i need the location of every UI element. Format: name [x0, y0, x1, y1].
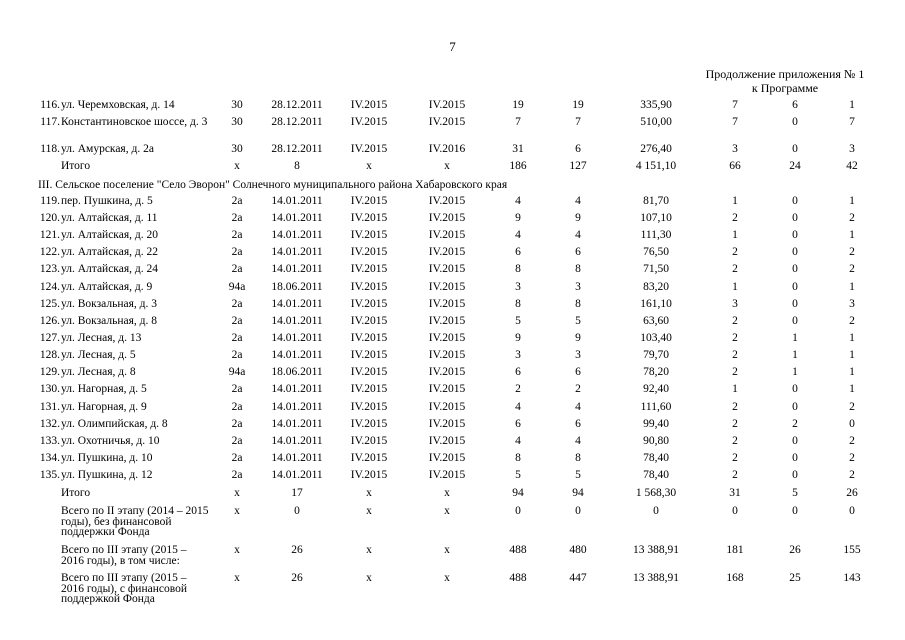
- row-number: 132.: [39, 418, 60, 430]
- table-cell: IV.2015: [428, 246, 466, 258]
- table-cell: 0: [849, 418, 855, 430]
- table-cell: 335,90: [640, 99, 672, 111]
- table-cell: 143: [843, 572, 861, 584]
- table-cell: IV.2015: [428, 263, 466, 275]
- table-cell: 2: [732, 315, 738, 327]
- table-cell: 4: [575, 435, 581, 447]
- table-cell: 31: [512, 143, 524, 155]
- table-cell: 6: [575, 143, 581, 155]
- table-cell: 0: [792, 298, 798, 310]
- table-cell: 3: [575, 281, 581, 293]
- table-cell: 0: [792, 246, 798, 258]
- table-cell: 9: [515, 332, 521, 344]
- table-cell: 94: [572, 487, 584, 499]
- table-cell: IV.2015: [428, 452, 466, 464]
- address-cell: ул. Алтайская, д. 9: [61, 281, 153, 293]
- table-cell: 2: [849, 246, 855, 258]
- table-cell: 0: [792, 263, 798, 275]
- table-cell: 5: [575, 315, 581, 327]
- table-cell: 99,40: [643, 418, 669, 430]
- address-cell: ул. Лесная, д. 8: [61, 366, 136, 378]
- table-cell: 8: [575, 298, 581, 310]
- address-cell: ул. Лесная, д. 5: [61, 349, 136, 361]
- table-cell: 2а: [231, 229, 243, 241]
- address-cell: ул. Вокзальная, д. 3: [61, 298, 157, 310]
- table-cell: 94а: [228, 366, 246, 378]
- table-cell: 107,10: [640, 212, 672, 224]
- table-cell: 28.12.2011: [271, 143, 323, 155]
- table-cell: 14.01.2011: [271, 418, 323, 430]
- table-cell: 25: [789, 572, 801, 584]
- row-number: 127.: [39, 332, 60, 344]
- table-cell: 19: [512, 99, 524, 111]
- table-cell: 7: [732, 116, 738, 128]
- table-cell: 0: [792, 383, 798, 395]
- table-cell: IV.2015: [350, 263, 388, 275]
- table-cell: 2а: [231, 195, 243, 207]
- table-cell: 94: [512, 487, 524, 499]
- table-cell: 2а: [231, 212, 243, 224]
- address-cell: Константиновское шоссе, д. 3: [61, 116, 208, 128]
- table-cell: 5: [515, 469, 521, 481]
- table-cell: 14.01.2011: [271, 349, 323, 361]
- table-cell: 0: [732, 505, 738, 517]
- table-cell: 2: [732, 349, 738, 361]
- address-cell: пер. Пушкина, д. 5: [61, 195, 153, 207]
- table-cell: 181: [726, 544, 744, 556]
- table-cell: 2а: [231, 298, 243, 310]
- table-cell: IV.2016: [428, 143, 466, 155]
- table-cell: IV.2015: [350, 195, 388, 207]
- table-cell: x: [234, 505, 240, 517]
- table-cell: 0: [792, 469, 798, 481]
- table-cell: IV.2015: [428, 298, 466, 310]
- table-cell: 2: [515, 383, 521, 395]
- table-cell: 6: [515, 366, 521, 378]
- table-cell: 14.01.2011: [271, 452, 323, 464]
- table-cell: 0: [294, 505, 300, 517]
- table-cell: 3: [515, 349, 521, 361]
- table-cell: 1: [849, 195, 855, 207]
- table-cell: 0: [792, 505, 798, 517]
- continuation-line-1: Продолжение приложения № 1: [705, 67, 865, 81]
- table-cell: 480: [569, 544, 587, 556]
- table-cell: 3: [849, 143, 855, 155]
- table-cell: 1: [792, 332, 798, 344]
- table-cell: 0: [792, 281, 798, 293]
- table-cell: 19: [572, 99, 584, 111]
- table-cell: IV.2015: [350, 143, 388, 155]
- table-cell: 6: [575, 246, 581, 258]
- table-cell: 0: [653, 505, 659, 517]
- table-cell: 447: [569, 572, 587, 584]
- address-cell: ул. Алтайская, д. 11: [61, 212, 158, 224]
- table-cell: 78,20: [643, 366, 669, 378]
- table-cell: 1: [732, 195, 738, 207]
- table-cell: IV.2015: [428, 366, 466, 378]
- table-cell: 2: [849, 435, 855, 447]
- table-cell: 14.01.2011: [271, 469, 323, 481]
- total-label: Всего по III этапу (2015 – 2016 годы), в том числе:: [61, 544, 187, 567]
- row-number: 135.: [39, 469, 60, 481]
- table-cell: 2: [732, 246, 738, 258]
- table-cell: x: [444, 160, 450, 172]
- row-number: 126.: [39, 315, 60, 327]
- row-number: 134.: [39, 452, 60, 464]
- table-cell: x: [234, 160, 240, 172]
- row-number: 133.: [39, 435, 60, 447]
- table-cell: IV.2015: [350, 212, 388, 224]
- table-cell: 3: [732, 143, 738, 155]
- table-cell: 6: [515, 418, 521, 430]
- table-cell: 0: [515, 505, 521, 517]
- table-cell: IV.2015: [428, 315, 466, 327]
- table-cell: IV.2015: [350, 349, 388, 361]
- table-cell: 6: [515, 246, 521, 258]
- table-cell: 28.12.2011: [271, 99, 323, 111]
- table-cell: 2а: [231, 332, 243, 344]
- table-cell: 1 568,30: [635, 487, 677, 499]
- table-cell: 30: [231, 99, 243, 111]
- table-cell: 0: [792, 143, 798, 155]
- table-cell: 2а: [231, 469, 243, 481]
- table-cell: 1: [849, 332, 855, 344]
- table-cell: 2: [732, 263, 738, 275]
- table-cell: IV.2015: [350, 452, 388, 464]
- table-cell: 2: [732, 469, 738, 481]
- table-cell: 14.01.2011: [271, 401, 323, 413]
- total-label: Итого: [61, 160, 91, 172]
- table-cell: 2: [732, 418, 738, 430]
- table-cell: IV.2015: [428, 212, 466, 224]
- table-cell: 66: [729, 160, 741, 172]
- row-number: 124.: [39, 281, 60, 293]
- table-cell: 79,70: [643, 349, 669, 361]
- table-cell: 76,50: [643, 246, 669, 258]
- table-cell: 2а: [231, 418, 243, 430]
- row-number: 117.: [40, 116, 60, 128]
- address-cell: ул. Алтайская, д. 20: [61, 229, 158, 241]
- table-cell: 2а: [231, 315, 243, 327]
- table-cell: 0: [792, 315, 798, 327]
- table-cell: 6: [575, 366, 581, 378]
- table-cell: 127: [569, 160, 587, 172]
- address-cell: ул. Амурская, д. 2а: [61, 143, 154, 155]
- table-cell: 4: [515, 435, 521, 447]
- table-cell: 488: [509, 572, 527, 584]
- table-cell: IV.2015: [350, 401, 388, 413]
- table-cell: 6: [575, 418, 581, 430]
- row-number: 119.: [40, 195, 60, 207]
- table-cell: 14.01.2011: [271, 332, 323, 344]
- table-cell: 488: [509, 544, 527, 556]
- row-number: 128.: [39, 349, 60, 361]
- table-cell: x: [366, 505, 372, 517]
- table-cell: IV.2015: [350, 435, 388, 447]
- table-cell: 2: [849, 452, 855, 464]
- table-cell: 14.01.2011: [271, 263, 323, 275]
- table-cell: 168: [726, 572, 744, 584]
- table-cell: 14.01.2011: [271, 212, 323, 224]
- table-cell: 8: [575, 263, 581, 275]
- table-cell: 2а: [231, 383, 243, 395]
- table-cell: 90,80: [643, 435, 669, 447]
- table-cell: 2: [732, 332, 738, 344]
- table-cell: 2: [849, 469, 855, 481]
- table-cell: 1: [792, 366, 798, 378]
- table-cell: 1: [732, 229, 738, 241]
- table-cell: 14.01.2011: [271, 195, 323, 207]
- table-cell: 18.06.2011: [271, 366, 323, 378]
- table-cell: 92,40: [643, 383, 669, 395]
- table-cell: IV.2015: [428, 469, 466, 481]
- table-cell: 24: [789, 160, 801, 172]
- table-cell: 1: [849, 383, 855, 395]
- table-cell: 4: [575, 195, 581, 207]
- row-number: 129.: [39, 366, 60, 378]
- table-cell: 4: [515, 401, 521, 413]
- table-cell: 7: [575, 116, 581, 128]
- table-cell: 0: [792, 435, 798, 447]
- total-label: Всего по III этапу (2015 – 2016 годы), с финансовой поддержкой Фонда: [61, 572, 187, 605]
- address-cell: ул. Алтайская, д. 24: [61, 263, 158, 275]
- address-cell: ул. Черемховская, д. 14: [61, 99, 175, 111]
- table-cell: 14.01.2011: [271, 246, 323, 258]
- row-number: 116.: [40, 99, 60, 111]
- table-cell: 4: [515, 229, 521, 241]
- table-cell: x: [444, 544, 450, 556]
- table-cell: 14.01.2011: [271, 315, 323, 327]
- table-cell: 9: [575, 212, 581, 224]
- table-cell: IV.2015: [428, 349, 466, 361]
- table-cell: 8: [294, 160, 300, 172]
- total-label: Итого: [61, 487, 91, 499]
- table-cell: x: [366, 544, 372, 556]
- address-cell: ул. Олимпийская, д. 8: [61, 418, 168, 430]
- table-cell: 1: [732, 281, 738, 293]
- table-cell: 0: [792, 116, 798, 128]
- table-cell: x: [444, 487, 450, 499]
- table-cell: 0: [792, 212, 798, 224]
- table-cell: IV.2015: [350, 229, 388, 241]
- row-number: 125.: [39, 298, 60, 310]
- table-cell: 2а: [231, 246, 243, 258]
- table-cell: 186: [509, 160, 527, 172]
- table-cell: x: [366, 572, 372, 584]
- table-cell: 26: [846, 487, 858, 499]
- table-cell: 3: [732, 298, 738, 310]
- page-number: 7: [449, 39, 456, 54]
- table-cell: IV.2015: [350, 418, 388, 430]
- table-cell: 0: [792, 401, 798, 413]
- table-cell: 2: [732, 401, 738, 413]
- table-cell: 1: [849, 349, 855, 361]
- table-cell: 13 388,91: [633, 544, 679, 556]
- table-cell: 2: [732, 452, 738, 464]
- table-cell: 4: [575, 401, 581, 413]
- table-cell: IV.2015: [428, 229, 466, 241]
- table-cell: 0: [792, 195, 798, 207]
- table-cell: 13 388,91: [633, 572, 679, 584]
- table-cell: 2: [732, 366, 738, 378]
- table-cell: IV.2015: [428, 418, 466, 430]
- table-cell: 9: [575, 332, 581, 344]
- table-cell: x: [444, 572, 450, 584]
- table-cell: 26: [789, 544, 801, 556]
- table-cell: IV.2015: [350, 383, 388, 395]
- address-cell: ул. Нагорная, д. 5: [61, 383, 147, 395]
- continuation-line-2: к Программе: [751, 81, 819, 95]
- table-cell: 4: [515, 195, 521, 207]
- table-cell: 8: [515, 263, 521, 275]
- table-cell: 103,40: [640, 332, 672, 344]
- table-cell: 2а: [231, 435, 243, 447]
- table-cell: 4 151,10: [635, 160, 677, 172]
- table-cell: 7: [515, 116, 521, 128]
- table-cell: 2: [849, 401, 855, 413]
- table-cell: IV.2015: [350, 246, 388, 258]
- table-cell: IV.2015: [428, 116, 466, 128]
- table-cell: x: [366, 487, 372, 499]
- table-cell: 8: [515, 298, 521, 310]
- address-cell: ул. Лесная, д. 13: [61, 332, 142, 344]
- table-cell: IV.2015: [428, 332, 466, 344]
- section-heading-text: III. Сельское поселение "Село Эворон" Солнечного муниципального района Хабаровского края: [38, 179, 508, 191]
- table-cell: 3: [515, 281, 521, 293]
- table-cell: 7: [849, 116, 855, 128]
- table-cell: 30: [231, 143, 243, 155]
- table-cell: 4: [575, 229, 581, 241]
- row-number: 118.: [40, 143, 60, 155]
- table-cell: 17: [291, 487, 303, 499]
- table-cell: 1: [732, 383, 738, 395]
- table-cell: 2: [732, 212, 738, 224]
- row-number: 121.: [39, 229, 60, 241]
- table-cell: x: [444, 505, 450, 517]
- table-cell: IV.2015: [428, 195, 466, 207]
- table-cell: 2: [849, 315, 855, 327]
- table-cell: 5: [792, 487, 798, 499]
- table-cell: 14.01.2011: [271, 435, 323, 447]
- address-cell: ул. Алтайская, д. 22: [61, 246, 158, 258]
- row-number: 130.: [39, 383, 60, 395]
- table-cell: 94а: [228, 281, 246, 293]
- table-cell: IV.2015: [428, 435, 466, 447]
- table-cell: 42: [846, 160, 858, 172]
- table-cell: IV.2015: [428, 281, 466, 293]
- table-cell: IV.2015: [350, 366, 388, 378]
- row-number: 120.: [39, 212, 60, 224]
- table-cell: 276,40: [640, 143, 672, 155]
- table-cell: IV.2015: [428, 99, 466, 111]
- table-cell: 8: [575, 452, 581, 464]
- table-cell: IV.2015: [350, 116, 388, 128]
- table-cell: 155: [843, 544, 861, 556]
- table-cell: 0: [575, 505, 581, 517]
- table-cell: 1: [849, 281, 855, 293]
- table-cell: 111,30: [640, 229, 672, 241]
- table-cell: 3: [575, 349, 581, 361]
- table-cell: 1: [849, 99, 855, 111]
- table-cell: 6: [792, 99, 798, 111]
- table-cell: 9: [515, 212, 521, 224]
- table-cell: 1: [792, 349, 798, 361]
- table-cell: 30: [231, 116, 243, 128]
- table-cell: x: [234, 544, 240, 556]
- table-cell: x: [366, 160, 372, 172]
- table-cell: IV.2015: [428, 383, 466, 395]
- table-cell: x: [234, 572, 240, 584]
- table-cell: 510,00: [640, 116, 672, 128]
- table-cell: 0: [792, 229, 798, 241]
- table-cell: 1: [849, 366, 855, 378]
- total-label: Всего по II этапу (2014 – 2015 годы), без финансовой поддержки Фонда: [61, 505, 209, 538]
- table-cell: IV.2015: [350, 469, 388, 481]
- table-cell: 26: [291, 544, 303, 556]
- table-cell: 71,50: [643, 263, 669, 275]
- table-cell: 2а: [231, 452, 243, 464]
- table-cell: 161,10: [640, 298, 672, 310]
- table-cell: 2а: [231, 263, 243, 275]
- table-cell: 18.06.2011: [271, 281, 323, 293]
- table-cell: 0: [792, 452, 798, 464]
- table-cell: IV.2015: [350, 315, 388, 327]
- table-cell: 14.01.2011: [271, 229, 323, 241]
- address-cell: ул. Пушкина, д. 12: [61, 469, 153, 481]
- table-cell: 0: [849, 505, 855, 517]
- table-cell: 63,60: [643, 315, 669, 327]
- table-cell: IV.2015: [350, 298, 388, 310]
- table-cell: 5: [575, 469, 581, 481]
- table-cell: 31: [729, 487, 741, 499]
- table-cell: 5: [515, 315, 521, 327]
- table-cell: IV.2015: [350, 332, 388, 344]
- table-cell: 111,60: [640, 401, 672, 413]
- table-cell: 14.01.2011: [271, 298, 323, 310]
- row-number: 131.: [39, 401, 60, 413]
- address-cell: ул. Пушкина, д. 10: [61, 452, 153, 464]
- table-cell: 2: [792, 418, 798, 430]
- address-cell: ул. Нагорная, д. 9: [61, 401, 147, 413]
- table-cell: x: [234, 487, 240, 499]
- table-cell: 2: [575, 383, 581, 395]
- address-cell: ул. Охотничья, д. 10: [61, 435, 160, 447]
- table-cell: 81,70: [643, 195, 669, 207]
- table-cell: 2а: [231, 349, 243, 361]
- row-number: 122.: [39, 246, 60, 258]
- table-cell: 78,40: [643, 469, 669, 481]
- table-cell: 1: [849, 229, 855, 241]
- table-cell: 78,40: [643, 452, 669, 464]
- table-cell: 2: [849, 212, 855, 224]
- row-number: 123.: [39, 263, 60, 275]
- table-cell: 14.01.2011: [271, 383, 323, 395]
- table-cell: 8: [515, 452, 521, 464]
- table-cell: IV.2015: [350, 99, 388, 111]
- table-cell: 3: [849, 298, 855, 310]
- table-cell: 26: [291, 572, 303, 584]
- table-cell: IV.2015: [428, 401, 466, 413]
- table-cell: 2: [849, 263, 855, 275]
- table-cell: 2: [732, 435, 738, 447]
- table-cell: 28.12.2011: [271, 116, 323, 128]
- table-cell: IV.2015: [350, 281, 388, 293]
- table-cell: 2а: [231, 401, 243, 413]
- table-cell: 7: [732, 99, 738, 111]
- address-cell: ул. Вокзальная, д. 8: [61, 315, 157, 327]
- table-cell: 83,20: [643, 281, 669, 293]
